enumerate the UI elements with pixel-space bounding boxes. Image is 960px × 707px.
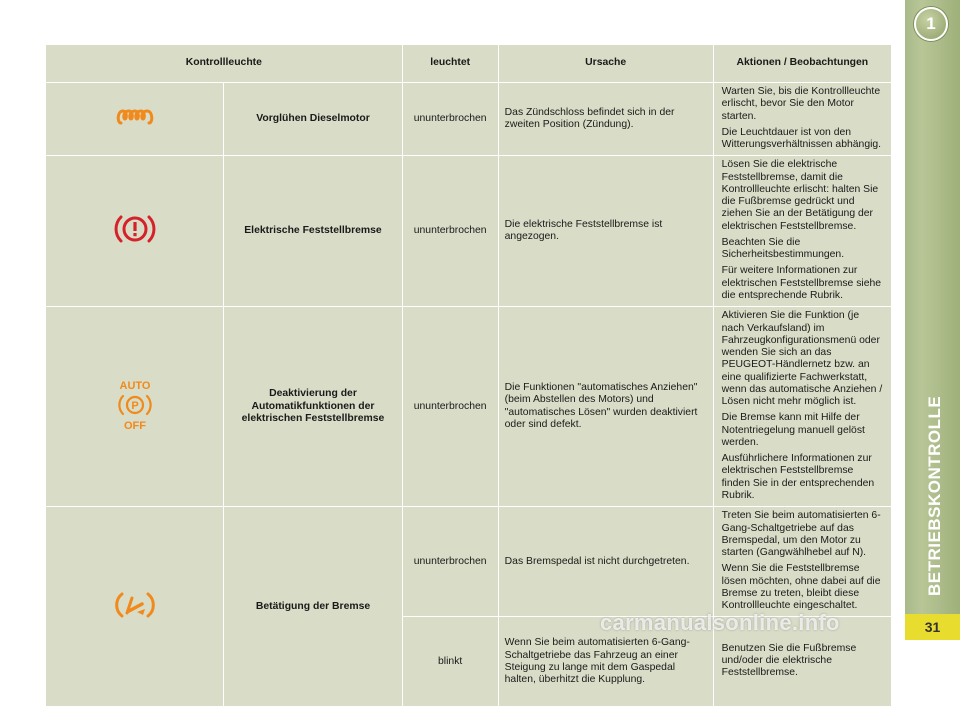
name-cell: Deaktivierung der Automatikfunktionen der elektrischen Feststellbremse [224, 307, 402, 507]
cause-cell: Das Bremspedal ist nicht durchgetreten. [498, 507, 713, 617]
action-text: Benutzen Sie die Fußbremse und/oder die elektrische Feststellbremse. [721, 642, 857, 679]
action-text: Treten Sie beim automatisierten 6-Gang-Schaltgetriebe auf das Bremspedal, um den Motor zu starten (Gangwählhebel auf N). [721, 510, 881, 559]
icon-text-p: P [130, 399, 139, 412]
lit-cell: ununterbrochen [402, 83, 498, 156]
page-number: 31 [905, 614, 960, 640]
lit-cell: ununterbrochen [402, 307, 498, 507]
action-text: Für weitere Informationen zur elektrischen Feststellbremse siehe die entsprechende Rubrik. [721, 265, 882, 301]
name-cell: Elektrische Feststellbremse [224, 156, 402, 307]
header-ursache: Ursache [498, 45, 713, 83]
icon-cell [46, 507, 224, 707]
cause-cell: Wenn Sie beim automatisierten 6-Gang-Schaltgetriebe das Fahrzeug an einer Steigung zu lange mit dem Gaspedal halten, überhitzt die Kupplung. [498, 617, 713, 707]
icon-text-off: OFF [123, 419, 146, 432]
table-row [46, 156, 892, 307]
name-cell: Vorglühen Dieselmotor [224, 83, 402, 156]
action-text: Wenn Sie die Feststellbremse lösen möchten, ohne dabei auf die Bremse zu treten, bleibt diese Kontrollleuchte eingeschaltet. [721, 563, 881, 612]
actions-cell [713, 83, 891, 156]
brake-pedal-icon [115, 589, 155, 621]
action-text: Ausführlichere Informationen zur elektrischen Feststellbremse finden Sie in der entsprechenden Rubrik. [721, 453, 875, 501]
header-leuchtet: leuchtet [402, 45, 498, 83]
action-text: Die Bremse kann mit Hilfe der Notentriegelung manuell gelöst werden. [721, 412, 865, 448]
action-text: Lösen Sie die elektrische Feststellbremse, damit die Kontrollleuchte erlischt: halten Sie die Fußbremse gedrückt und ziehen Sie an der Betätigung der elektrischen Feststellbremse. [721, 159, 879, 232]
icon-cell [46, 156, 224, 307]
actions-cell [713, 156, 891, 307]
table-row [46, 83, 892, 156]
auto-parking-brake-off-icon [113, 378, 157, 432]
cause-cell: Die elektrische Feststellbremse ist angezogen. [498, 156, 713, 307]
watermark: carmanualsonline.info [600, 610, 840, 635]
actions-cell [713, 507, 891, 617]
action-text: Warten Sie, bis die Kontrollleuchte erlischt, bevor Sie den Motor starten. [721, 86, 881, 122]
header-kontrollleuchte: Kontrollleuchte [46, 45, 403, 83]
actions-cell [713, 307, 891, 507]
lit-cell: ununterbrochen [402, 156, 498, 307]
section-title: BETRIEBSKONTROLLE [925, 395, 944, 596]
icon-cell [46, 307, 224, 507]
chapter-number: 1 [926, 14, 936, 33]
electric-parking-brake-icon [115, 211, 155, 247]
warning-lights-table [45, 44, 892, 707]
table-row [46, 307, 892, 507]
table-header-row [46, 45, 892, 83]
cause-cell: Die Funktionen "automatisches Anziehen" (beim Abstellen des Motors) und "automatisches Lösen" wurden deaktiviert oder sind defekt. [498, 307, 713, 507]
chapter-badge [914, 7, 948, 41]
icon-cell [46, 83, 224, 156]
glow-plug-icon [115, 105, 155, 129]
lit-cell: ununterbrochen [402, 507, 498, 617]
cause-cell: Das Zündschloss befindet sich in der zweiten Position (Zündung). [498, 83, 713, 156]
table-row [46, 507, 892, 617]
action-text: Aktivieren Sie die Funktion (je nach Verkaufsland) im Fahrzeugkonfigurationsmenü oder wenden Sie sich an das PEUGEOT-Händlernetz bzw. an eine qualifizierte Fachwerkstatt, wenn das automatische Anziehen / Lösen nicht mehr möglich ist. [721, 310, 883, 408]
lit-cell: blinkt [402, 617, 498, 707]
action-text: Beachten Sie die Sicherheitsbestimmungen. [721, 236, 845, 261]
header-aktionen: Aktionen / Beobachtungen [713, 45, 891, 83]
icon-text-auto: AUTO [119, 379, 151, 392]
name-cell: Betätigung der Bremse [224, 507, 402, 707]
action-text: Die Leuchtdauer ist von den Witterungsverhältnissen abhängig. [721, 126, 882, 151]
